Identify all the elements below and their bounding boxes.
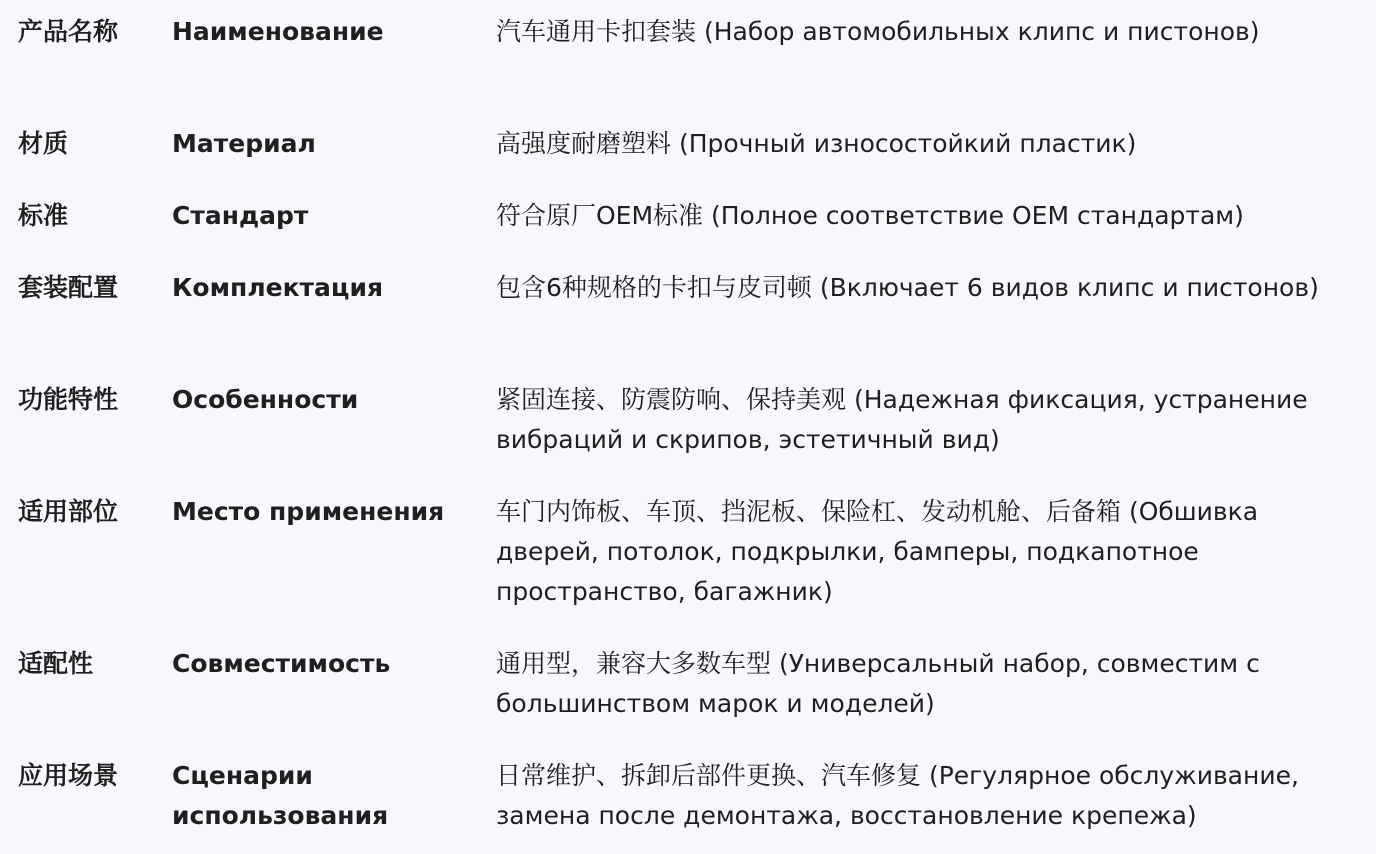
value-text: 通用型，兼容大多数车型 (Универсальный набор, совместим с большинством марок и моделей) (496, 649, 1260, 718)
label-ru: Совместимость (172, 649, 391, 678)
label-ru: Сценарии использования (172, 761, 389, 830)
label-zh: 材质 (18, 129, 69, 158)
value-text: 紧固连接、防震防响、保持美观 (Надежная фиксация, устранение вибраций и скрипов, эстетичный вид) (496, 385, 1308, 454)
table-row (0, 124, 1376, 196)
label-ru: Особенности (172, 385, 359, 414)
label-ru: Место применения (172, 497, 445, 526)
value-text: 汽车通用卡扣套装 (Набор автомобильных клипс и пистонов) (496, 17, 1260, 46)
label-ru: Стандарт (172, 201, 309, 230)
label-ru: Материал (172, 129, 316, 158)
label-zh: 标准 (18, 201, 69, 230)
label-ru: Комплектация (172, 273, 384, 302)
label-zh: 适配性 (18, 649, 94, 678)
table-row (0, 380, 1376, 492)
value-text: 高强度耐磨塑料 (Прочный износостойкий пластик) (496, 129, 1137, 158)
table-row (0, 492, 1376, 644)
value-text: 符合原厂OEM标准 (Полное соответствие OEM стандартам) (496, 201, 1244, 230)
table-row (0, 268, 1376, 380)
table-row (0, 756, 1376, 852)
value-text: 包含6种规格的卡扣与皮司顿 (Включает 6 видов клипс и пистонов) (496, 273, 1319, 302)
label-zh: 应用场景 (18, 761, 119, 790)
label-zh: 功能特性 (18, 385, 119, 414)
table-row (0, 644, 1376, 756)
label-zh: 适用部位 (18, 497, 119, 526)
table-row (0, 196, 1376, 268)
label-ru: Наименование (172, 17, 384, 46)
value-text: 车门内饰板、车顶、挡泥板、保险杠、发动机舱、后备箱 (Обшивка дверей, потолок, подкрылки, бамперы, подкапотное пространство, багажник) (496, 497, 1259, 606)
label-zh: 产品名称 (18, 17, 119, 46)
value-text: 日常维护、拆卸后部件更换、汽车修复 (Регулярное обслуживание, замена после демонтажа, восстановление крепежа) (496, 761, 1299, 830)
label-zh: 套装配置 (18, 273, 119, 302)
table-row (0, 12, 1376, 124)
